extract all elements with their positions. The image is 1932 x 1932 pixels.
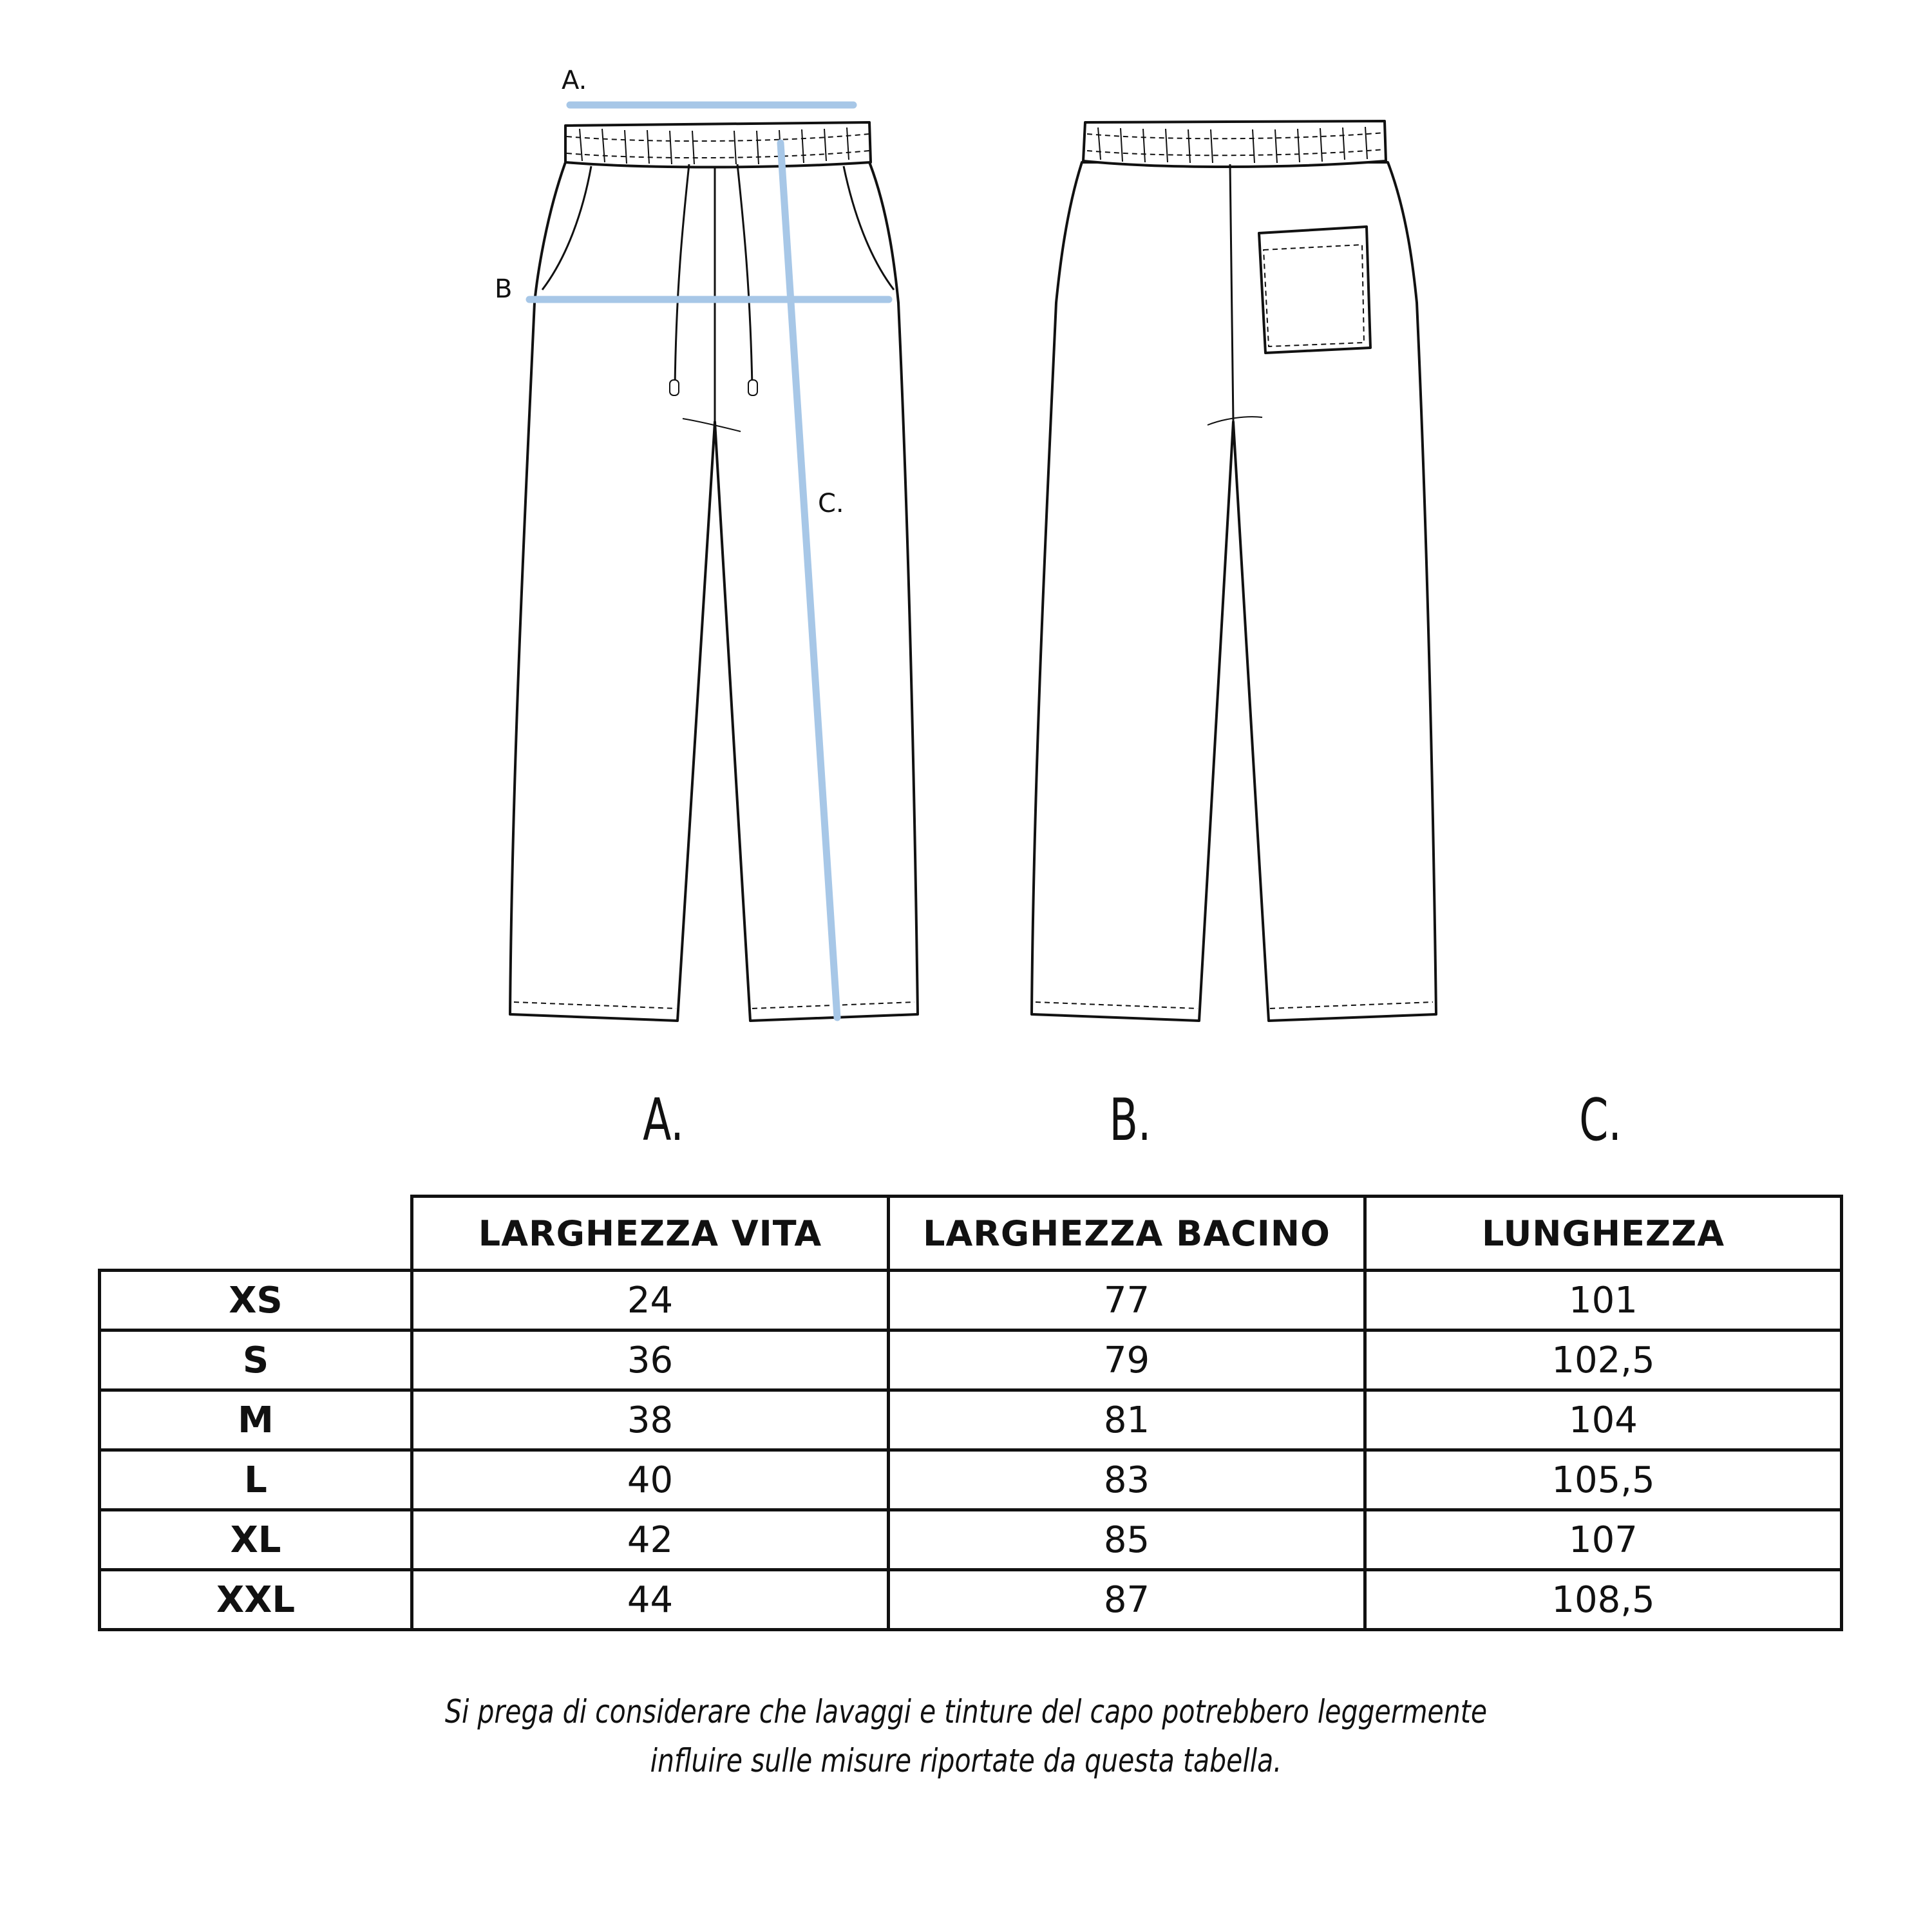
table-row <box>100 1271 1842 1331</box>
size-label: XL <box>100 1510 412 1570</box>
header-larghezza-vita: LARGHEZZA VITA <box>412 1197 889 1271</box>
disclaimer-line-2: influire sulle misure riportate da questa tabella. <box>650 1742 1282 1779</box>
table-cell: 102,5 <box>1365 1331 1842 1390</box>
table-cell: 107 <box>1365 1510 1842 1570</box>
table-cell: 44 <box>412 1570 889 1630</box>
header-larghezza-bacino: LARGHEZZA BACINO <box>889 1197 1365 1271</box>
disclaimer-note <box>438 1687 1494 1785</box>
table-cell: 40 <box>412 1450 889 1510</box>
size-chart-table <box>98 1195 1843 1631</box>
table-row <box>100 1331 1842 1390</box>
table-cell: 105,5 <box>1365 1450 1842 1510</box>
table-cell: 104 <box>1365 1390 1842 1450</box>
diagram-label-b: B <box>495 274 513 304</box>
table-cell: 42 <box>412 1510 889 1570</box>
column-letter-c: C. <box>1579 1086 1622 1154</box>
size-label: M <box>100 1390 412 1450</box>
table-row <box>100 1570 1842 1630</box>
size-label: S <box>100 1331 412 1390</box>
table-row <box>100 1450 1842 1510</box>
table-cell: 101 <box>1365 1271 1842 1331</box>
table-cell: 38 <box>412 1390 889 1450</box>
diagram-label-c: C. <box>818 489 844 518</box>
pants-back-view <box>1032 121 1436 1021</box>
size-label: XS <box>100 1271 412 1331</box>
table-cell: 36 <box>412 1331 889 1390</box>
table-cell: 85 <box>889 1510 1365 1570</box>
pants-front-view <box>510 122 918 1021</box>
table-cell: 83 <box>889 1450 1365 1510</box>
table-cell: 24 <box>412 1271 889 1331</box>
diagram-label-a: A. <box>562 66 587 95</box>
column-letter-a: A. <box>643 1086 684 1154</box>
table-cell: 79 <box>889 1331 1365 1390</box>
size-label: L <box>100 1450 412 1510</box>
table-header-row <box>100 1197 1842 1271</box>
table-corner <box>100 1197 412 1271</box>
table-cell: 108,5 <box>1365 1570 1842 1630</box>
table-cell: 81 <box>889 1390 1365 1450</box>
table-cell: 87 <box>889 1570 1365 1630</box>
disclaimer-line-1: Si prega di considerare che lavaggi e tinture del capo potrebbero leggermente <box>444 1693 1488 1730</box>
column-letter-b: B. <box>1109 1086 1151 1154</box>
table-row <box>100 1510 1842 1570</box>
table-cell: 77 <box>889 1271 1365 1331</box>
size-label: XXL <box>100 1570 412 1630</box>
table-row <box>100 1390 1842 1450</box>
header-lunghezza: LUNGHEZZA <box>1365 1197 1842 1271</box>
